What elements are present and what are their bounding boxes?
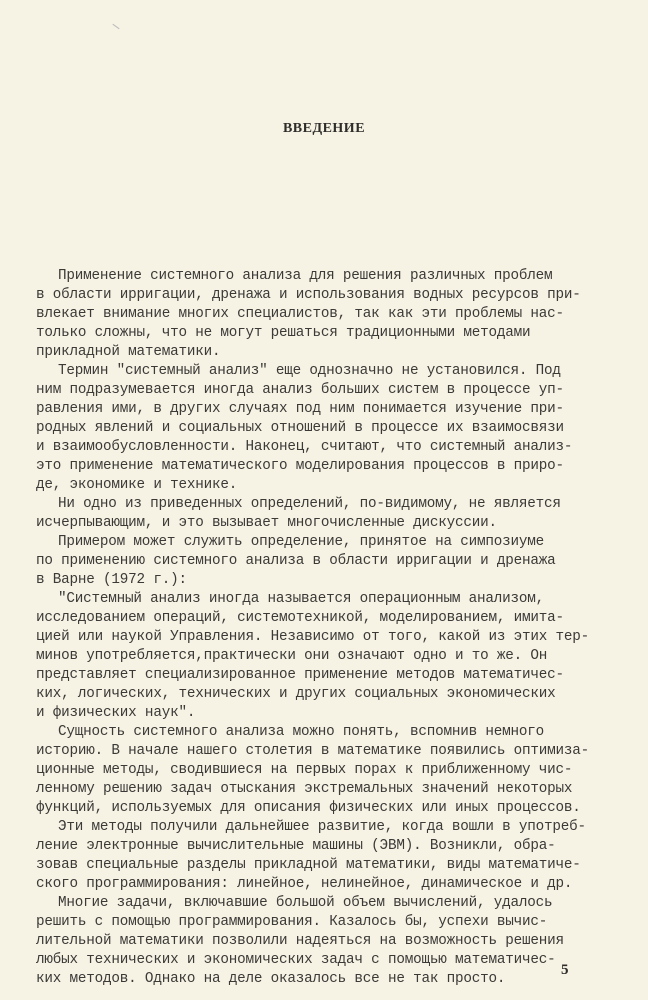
text-line: Эти методы получили дальнейшее развитие, когда вошли в употреб- <box>58 819 586 835</box>
text-line: и взаимообусловленности. Наконец, считают, что системный анализ- <box>36 439 573 455</box>
text-line: исследованием операций, системотехникой, моделированием, имита- <box>36 610 564 626</box>
text-line: в области ирригации, дренажа и использования водных ресурсов при- <box>36 287 581 303</box>
paragraph <box>36 362 596 495</box>
text-line: ционные методы, сводившиеся на первых порах к приближенному чис- <box>36 762 573 778</box>
text-line: минов употребляется,практически они означают одно и то же. Он <box>36 648 548 664</box>
paragraph <box>36 818 596 894</box>
text-line: по применению системного анализа в области ирригации и дренажа <box>36 553 556 569</box>
text-line: Сущность системного анализа можно понять, вспомнив немного <box>58 724 545 740</box>
text-line: любых технических и экономических задач с помощью математичес- <box>36 952 556 968</box>
text-line: родных явлений и социальных отношений в процессе их взаимосвязи <box>36 420 564 436</box>
paragraph <box>36 894 596 989</box>
text-line: в Варне (1972 г.): <box>36 572 187 588</box>
text-line: ких методов. Однако на деле оказалось все не так просто. <box>36 971 506 987</box>
text-line: ленному решению задач отыскания экстремальных значений некоторых <box>36 781 573 797</box>
text-line: лительной математики позволили надеяться на возможность решения <box>36 933 564 949</box>
text-line: исчерпывающим, и это вызывает многочисленные дискуссии. <box>36 515 497 531</box>
text-line: функций, используемых для описания физических или иных процессов. <box>36 800 581 816</box>
text-line: это применение математического моделирования процессов в приро- <box>36 458 564 474</box>
text-line: равления ими, в других случаях под ним понимается изучение при- <box>36 401 564 417</box>
text-line: прикладной математики. <box>36 344 221 360</box>
text-line: представляет специализированное применение методов математичес- <box>36 667 564 683</box>
body-text <box>36 267 596 989</box>
text-line: только сложны, что не могут решаться традиционными методами <box>36 325 531 341</box>
text-line: Многие задачи, включавшие большой объем вычислений, удалось <box>58 895 553 911</box>
text-line: "Системный анализ иногда называется операционным анализом, <box>58 591 545 607</box>
page-title: ВВЕДЕНИЕ <box>282 121 366 136</box>
text-line: влекает внимание многих специалистов, так как эти проблемы нас- <box>36 306 564 322</box>
text-line: Термин "системный анализ" еще однозначно не установился. Под <box>58 363 561 379</box>
text-line: ких, логических, технических и других социальных экономических <box>36 686 556 702</box>
text-line: де, экономике и технике. <box>36 477 238 493</box>
text-line: зовав специальные разделы прикладной математики, виды математиче- <box>36 857 581 873</box>
text-line: цией или наукой Управления. Независимо от того, какой из этих тер- <box>36 629 590 645</box>
text-line: ним подразумевается иногда анализ больших систем в процессе уп- <box>36 382 564 398</box>
text-line: Ни одно из приведенных определений, по-видимому, не является <box>58 496 561 512</box>
paragraph <box>36 495 596 533</box>
text-line: решить с помощью программирования. Казалось бы, успехи вычис- <box>36 914 548 930</box>
paragraph <box>36 590 596 723</box>
page-number: 5 <box>561 962 569 978</box>
paragraph <box>36 723 596 818</box>
paragraph <box>36 267 596 362</box>
text-line: Применение системного анализа для решения различных проблем <box>58 268 553 284</box>
text-line: ление электронные вычислительные машины (ЭВМ). Возникли, обра- <box>36 838 556 854</box>
paragraph <box>36 533 596 590</box>
text-line: историю. В начале нашего столетия в математике появились оптимиза- <box>36 743 590 759</box>
scan-mark <box>112 24 119 29</box>
text-line: и физических наук". <box>36 705 196 721</box>
text-line: ского программирования: линейное, нелинейное, динамическое и др. <box>36 876 573 892</box>
text-line: Примером может служить определение, принятое на симпозиуме <box>58 534 545 550</box>
